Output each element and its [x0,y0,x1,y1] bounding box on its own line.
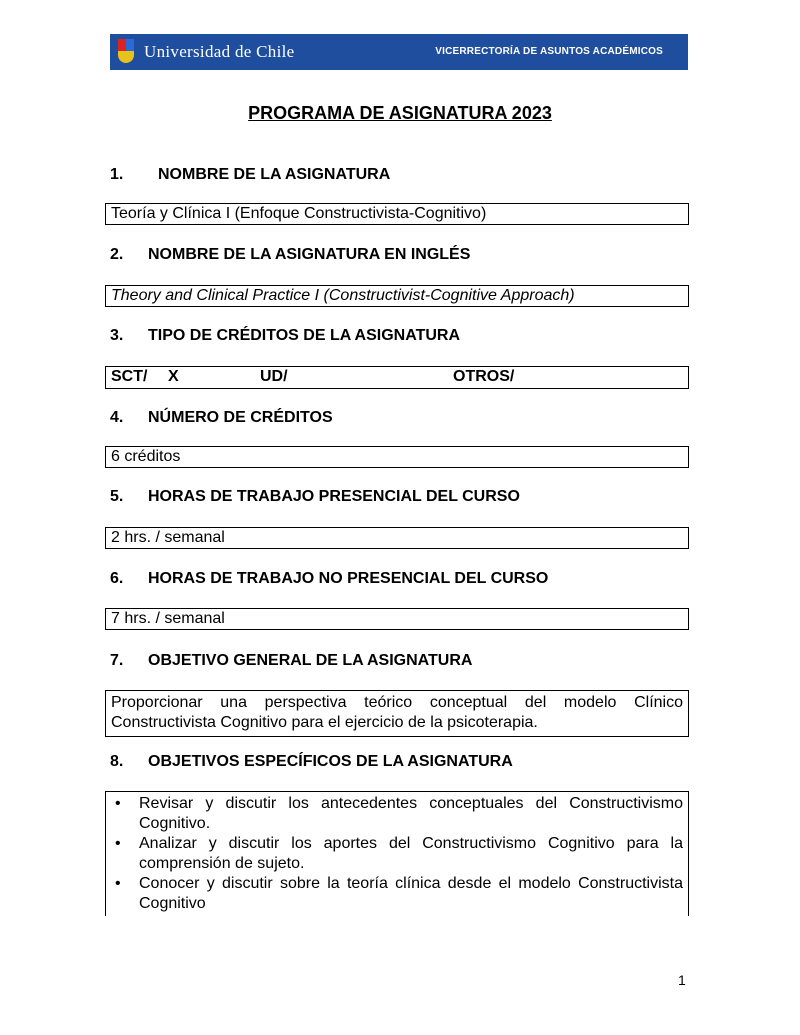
section-6-heading: 6. HORAS DE TRABAJO NO PRESENCIAL DEL CURSO [110,570,549,587]
course-name: Teoría y Clínica I (Enfoque Constructivista-Cognitivo) [111,205,487,222]
credit-types-box [105,366,689,389]
section-1-box [105,203,689,225]
credit-type-otros: OTROS/ [453,368,515,385]
section-5-heading: 5. HORAS DE TRABAJO PRESENCIAL DEL CURSO [110,488,520,505]
section-1-heading: 1. NOMBRE DE LA ASIGNATURA [110,166,391,183]
specific-objectives-list [111,794,683,914]
university-crest-icon [118,39,134,65]
section-7-heading: 7. OBJETIVO GENERAL DE LA ASIGNATURA [110,652,473,669]
university-header-banner [110,34,688,70]
section-8-heading: 8. OBJETIVOS ESPECÍFICOS DE LA ASIGNATURA [110,753,513,770]
section-5-box [105,527,689,549]
page-number: 1 [678,972,686,988]
section-6-box [105,608,689,630]
section-4-heading: 4. NÚMERO DE CRÉDITOS [110,409,333,426]
list-item: • Conocer y discutir sobre la teoría clínica desde el modelo Constructivista Cognitivo [115,875,683,912]
university-name: Universidad de Chile [144,42,295,61]
remote-hours: 7 hrs. / semanal [111,610,225,627]
credit-type-mark: X [168,368,179,385]
credit-count: 6 créditos [111,448,181,465]
bullet-icon: • [115,875,121,892]
section-4-box [105,446,689,468]
section-2-box [105,285,689,307]
general-objective: Proporcionar una perspectiva teórico conceptual del modelo Clínico Constructivista Cognitivo para el ejercicio de la psicoterapia. [111,694,683,731]
section-3-heading: 3. TIPO DE CRÉDITOS DE LA ASIGNATURA [110,327,461,344]
credit-type-sct: SCT/ [111,368,148,385]
vice-rectorate-label: VICERRECTORÍA DE ASUNTOS ACADÉMICOS [435,46,663,57]
in-person-hours: 2 hrs. / semanal [111,529,225,546]
list-item: • Revisar y discutir los antecedentes conceptuales del Constructivismo Cognitivo. [115,795,683,832]
credit-type-ud: UD/ [260,368,288,385]
section-8-box [105,791,689,916]
course-name-english: Theory and Clinical Practice I (Constructivist-Cognitive Approach) [111,287,575,304]
document-title: PROGRAMA DE ASIGNATURA 2023 [248,103,552,123]
section-2-heading: 2. NOMBRE DE LA ASIGNATURA EN INGLÉS [110,246,471,263]
bullet-icon: • [115,835,121,852]
section-7-box [105,690,689,737]
list-item: • Analizar y discutir los aportes del Constructivismo Cognitivo para la comprensión de sujeto. [115,835,683,872]
bullet-icon: • [115,795,121,812]
